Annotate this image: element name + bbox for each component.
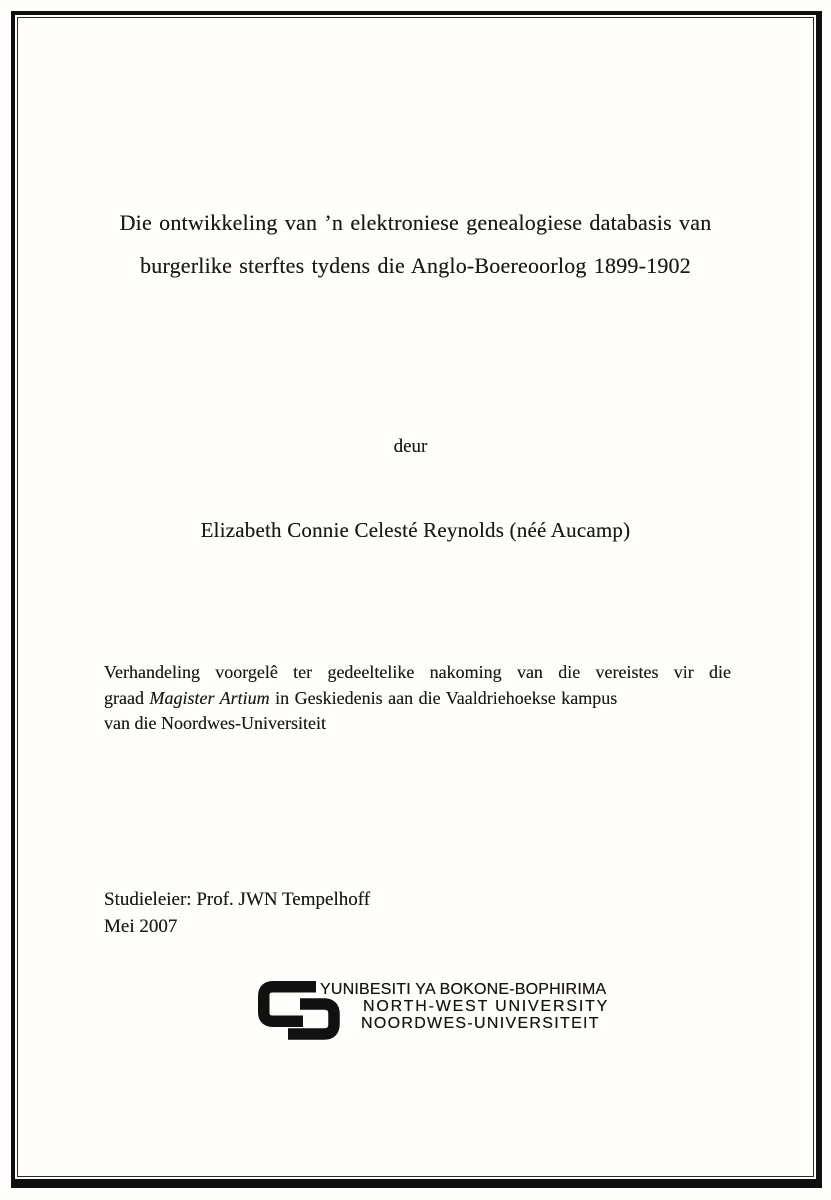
submission-line2-prefix: graad [104, 687, 150, 708]
degree-name-italic: Magister Artium [149, 687, 270, 708]
thesis-title [50, 201, 781, 287]
submission-line3: van die Noordwes-Universiteit [104, 713, 326, 733]
thesis-title-line1: Die ontwikkeling van ’n elektroniese genealogiese databasis van [119, 210, 712, 235]
supervisor-line: Studieleier: Prof. JWN Tempelhoff [104, 889, 371, 910]
byline-deur: deur [393, 436, 428, 457]
logo-text-afrikaans: NOORDWES-UNIVERSITEIT [361, 1015, 600, 1032]
author-name: Elizabeth Connie Celesté Reynolds (néé Aucamp) [200, 518, 631, 542]
submission-statement [104, 660, 731, 737]
logo-text-english: NORTH-WEST UNIVERSITY [363, 998, 610, 1015]
submission-line2 [104, 686, 731, 712]
date-line: Mei 2007 [104, 916, 178, 937]
submission-line2-suffix: in Geskiedenis aan die Vaaldriehoekse kampus [269, 687, 618, 708]
university-logo [256, 979, 610, 1045]
submission-line1: Verhandeling voorgelê ter gedeeltelike nakoming van die vereistes vir die [104, 662, 731, 682]
supervisor-block [104, 886, 370, 940]
thesis-title-line2: burgerlike sterftes tydens die Anglo-Boereoorlog 1899-1902 [140, 253, 691, 278]
logo-text-setswana: YUNIBESITI YA BOKONE-BOPHIRIMA [320, 981, 607, 998]
